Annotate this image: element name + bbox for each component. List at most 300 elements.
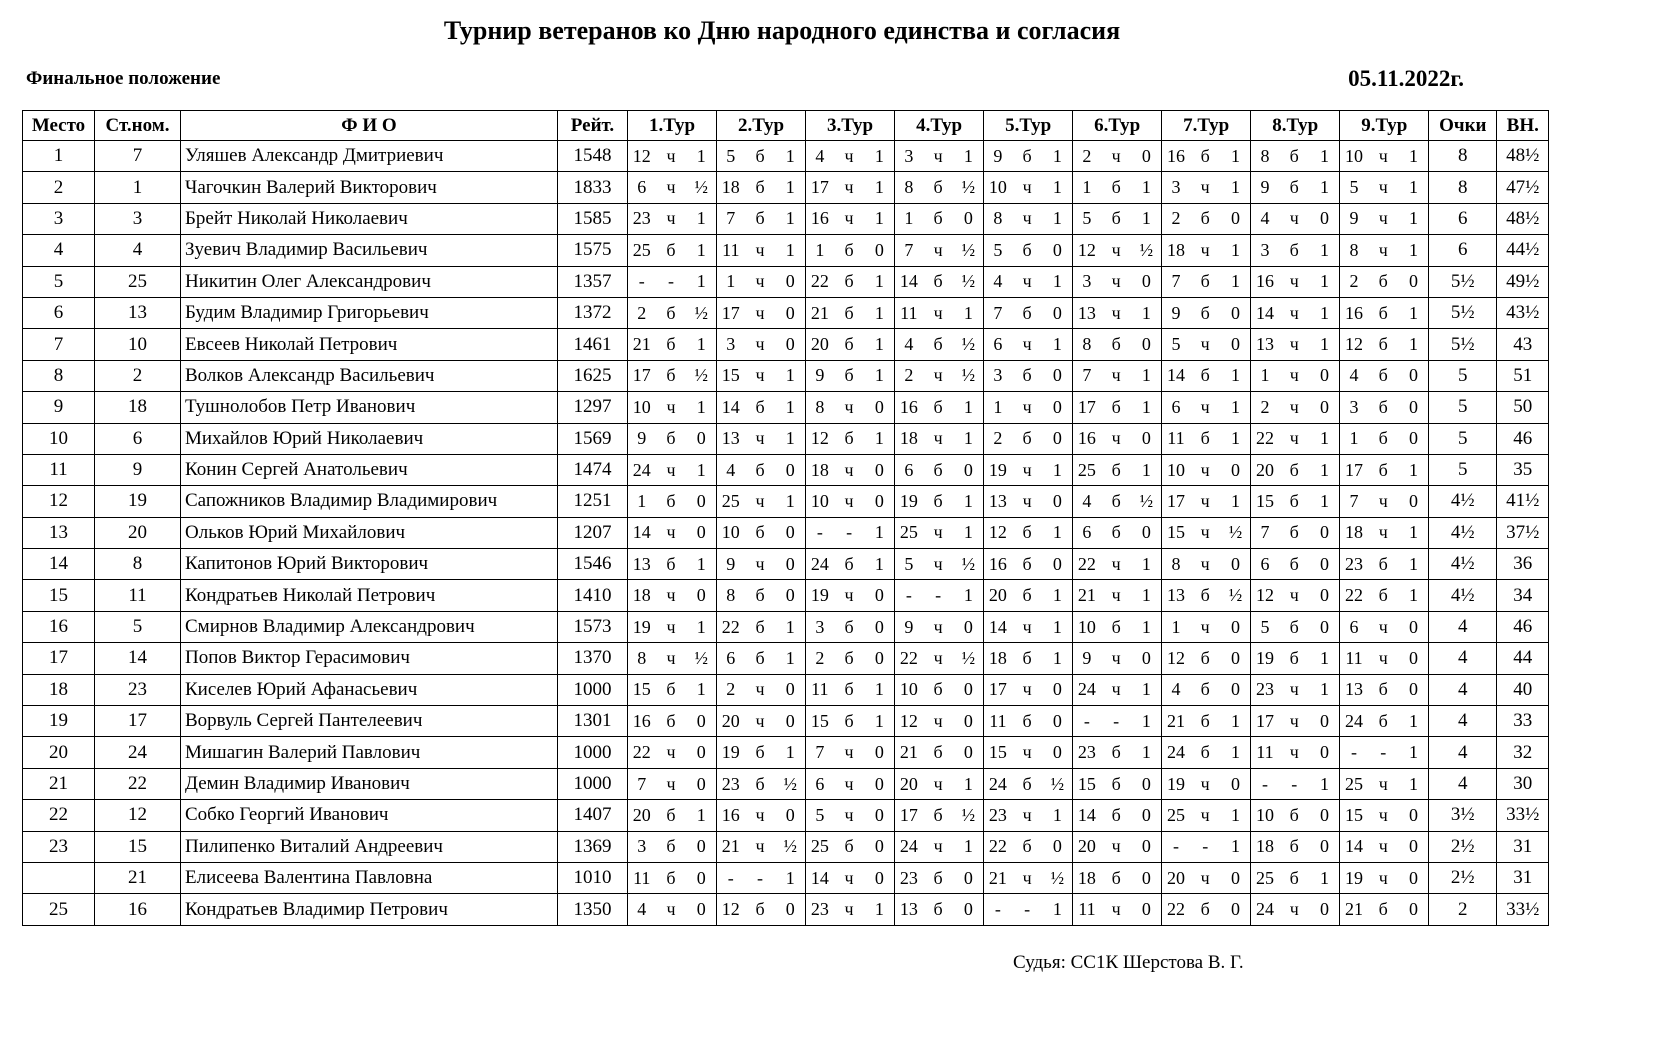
- round-result-cell: 1: [865, 141, 895, 172]
- round-result-cell: 0: [1310, 549, 1340, 580]
- round-opponent-cell: 14: [1340, 831, 1368, 862]
- round-opponent-cell: 20: [1162, 862, 1190, 893]
- player-name-cell: Сапожников Владимир Владимирович: [181, 486, 558, 517]
- round-color-cell: б: [656, 862, 687, 893]
- start-number-cell: 23: [95, 674, 181, 705]
- round-result-cell: 0: [1043, 360, 1073, 391]
- round-opponent-cell: 9: [628, 423, 656, 454]
- round-opponent-cell: 11: [1073, 894, 1101, 925]
- round-result-cell: ½: [954, 643, 984, 674]
- round-result-cell: 0: [1043, 235, 1073, 266]
- round-result-cell: 0: [865, 862, 895, 893]
- round-opponent-cell: 14: [717, 392, 745, 423]
- round-opponent-cell: 4: [806, 141, 834, 172]
- round-result-cell: 0: [1221, 894, 1251, 925]
- round-opponent-cell: 6: [806, 768, 834, 799]
- round-result-cell: ½: [954, 235, 984, 266]
- round-color-cell: б: [834, 297, 865, 328]
- round-color-cell: ч: [1279, 737, 1310, 768]
- round-color-cell: б: [1012, 517, 1043, 548]
- subtitle: Финальное положение: [26, 68, 221, 89]
- round-result-cell: 1: [776, 360, 806, 391]
- round-color-cell: ч: [923, 643, 954, 674]
- round-color-cell: ч: [834, 392, 865, 423]
- rating-cell: 1370: [558, 643, 628, 674]
- round-result-cell: 1: [1399, 297, 1429, 328]
- round-result-cell: ½: [1132, 486, 1162, 517]
- round-color-cell: б: [1190, 894, 1221, 925]
- round-opponent-cell: 1: [717, 266, 745, 297]
- start-number-cell: 25: [95, 266, 181, 297]
- round-opponent-cell: 25: [806, 831, 834, 862]
- round-color-cell: ч: [1279, 423, 1310, 454]
- round-color-cell: б: [1190, 643, 1221, 674]
- round-opponent-cell: 3: [1162, 172, 1190, 203]
- round-opponent-cell: 5: [984, 235, 1012, 266]
- round-opponent-cell: 20: [717, 706, 745, 737]
- round-result-cell: 0: [1043, 423, 1073, 454]
- round-color-cell: -: [745, 862, 776, 893]
- round-result-cell: 1: [687, 329, 717, 360]
- round-color-cell: ч: [1190, 549, 1221, 580]
- round-opponent-cell: 9: [806, 360, 834, 391]
- round-color-cell: б: [1279, 831, 1310, 862]
- round-opponent-cell: 13: [1340, 674, 1368, 705]
- round-color-cell: б: [745, 203, 776, 234]
- round-color-cell: ч: [1190, 517, 1221, 548]
- round-color-cell: б: [1012, 141, 1043, 172]
- round-color-cell: ч: [1012, 862, 1043, 893]
- round-opponent-cell: 15: [1251, 486, 1279, 517]
- round-result-cell: 1: [1399, 329, 1429, 360]
- round-opponent-cell: 24: [1340, 706, 1368, 737]
- round-result-cell: 1: [1043, 517, 1073, 548]
- player-name-cell: Ольков Юрий Михайлович: [181, 517, 558, 548]
- round-result-cell: 0: [1399, 360, 1429, 391]
- round-result-cell: 0: [1310, 360, 1340, 391]
- round-opponent-cell: 10: [628, 392, 656, 423]
- round-color-cell: б: [1279, 611, 1310, 642]
- round-opponent-cell: 16: [628, 706, 656, 737]
- round-result-cell: 0: [776, 517, 806, 548]
- round-result-cell: 0: [1043, 831, 1073, 862]
- round-color-cell: б: [1279, 643, 1310, 674]
- round-result-cell: 0: [954, 454, 984, 485]
- player-name-cell: Киселев Юрий Афанасьевич: [181, 674, 558, 705]
- points-cell: 4: [1429, 611, 1497, 642]
- round-result-cell: 1: [1221, 266, 1251, 297]
- round-result-cell: 0: [776, 894, 806, 925]
- round-color-cell: ч: [1101, 141, 1132, 172]
- round-color-cell: ч: [656, 611, 687, 642]
- round-opponent-cell: 13: [717, 423, 745, 454]
- round-color-cell: ч: [834, 580, 865, 611]
- round-result-cell: 0: [1310, 517, 1340, 548]
- points-cell: 3½: [1429, 800, 1497, 831]
- round-result-cell: ½: [954, 549, 984, 580]
- round-color-cell: ч: [1368, 517, 1399, 548]
- round-color-cell: ч: [1012, 329, 1043, 360]
- round-result-cell: 0: [776, 549, 806, 580]
- rating-cell: 1372: [558, 297, 628, 328]
- round-opponent-cell: 18: [717, 172, 745, 203]
- round-result-cell: 1: [1043, 266, 1073, 297]
- round-opponent-cell: 24: [1073, 674, 1101, 705]
- round-opponent-cell: 22: [1251, 423, 1279, 454]
- round-opponent-cell: 16: [984, 549, 1012, 580]
- header-round-3: 3.Тур: [806, 111, 895, 141]
- round-result-cell: 1: [1399, 172, 1429, 203]
- place-cell: 5: [23, 266, 95, 297]
- round-opponent-cell: 3: [1340, 392, 1368, 423]
- round-color-cell: ч: [1190, 235, 1221, 266]
- round-result-cell: 0: [1310, 580, 1340, 611]
- round-result-cell: 1: [1132, 706, 1162, 737]
- round-opponent-cell: 25: [717, 486, 745, 517]
- round-color-cell: б: [1012, 549, 1043, 580]
- round-color-cell: б: [1101, 203, 1132, 234]
- round-opponent-cell: 5: [717, 141, 745, 172]
- place-cell: 10: [23, 423, 95, 454]
- round-opponent-cell: 12: [1073, 235, 1101, 266]
- round-result-cell: 0: [1221, 674, 1251, 705]
- round-result-cell: 1: [776, 486, 806, 517]
- round-opponent-cell: 4: [1073, 486, 1101, 517]
- player-name-cell: Никитин Олег Александрович: [181, 266, 558, 297]
- points-cell: 2½: [1429, 831, 1497, 862]
- round-opponent-cell: 19: [984, 454, 1012, 485]
- round-color-cell: б: [1368, 392, 1399, 423]
- round-color-cell: ч: [1190, 392, 1221, 423]
- round-color-cell: б: [745, 643, 776, 674]
- round-result-cell: 1: [1310, 862, 1340, 893]
- round-color-cell: б: [1190, 674, 1221, 705]
- round-opponent-cell: 24: [895, 831, 923, 862]
- round-opponent-cell: 18: [895, 423, 923, 454]
- round-opponent-cell: 19: [1340, 862, 1368, 893]
- round-color-cell: ч: [1012, 454, 1043, 485]
- round-opponent-cell: 4: [717, 454, 745, 485]
- rating-cell: 1000: [558, 737, 628, 768]
- tiebreak-cell: 46: [1497, 611, 1549, 642]
- round-color-cell: ч: [1190, 486, 1221, 517]
- round-result-cell: 0: [865, 235, 895, 266]
- round-opponent-cell: 12: [1251, 580, 1279, 611]
- round-opponent-cell: 3: [806, 611, 834, 642]
- round-color-cell: б: [923, 266, 954, 297]
- round-opponent-cell: 8: [717, 580, 745, 611]
- round-opponent-cell: 1: [984, 392, 1012, 423]
- tiebreak-cell: 31: [1497, 862, 1549, 893]
- round-opponent-cell: 6: [1073, 517, 1101, 548]
- round-opponent-cell: 18: [628, 580, 656, 611]
- round-result-cell: 0: [1043, 674, 1073, 705]
- round-result-cell: 0: [865, 737, 895, 768]
- round-opponent-cell: 13: [628, 549, 656, 580]
- round-opponent-cell: 11: [984, 706, 1012, 737]
- round-color-cell: б: [1101, 329, 1132, 360]
- round-opponent-cell: 3: [984, 360, 1012, 391]
- round-result-cell: 1: [1310, 172, 1340, 203]
- round-color-cell: б: [1368, 454, 1399, 485]
- round-result-cell: 1: [865, 706, 895, 737]
- round-result-cell: 0: [865, 831, 895, 862]
- tiebreak-cell: 35: [1497, 454, 1549, 485]
- round-result-cell: 0: [1399, 674, 1429, 705]
- round-opponent-cell: 23: [806, 894, 834, 925]
- round-color-cell: б: [1101, 737, 1132, 768]
- round-opponent-cell: 5: [1073, 203, 1101, 234]
- round-opponent-cell: 16: [806, 203, 834, 234]
- tiebreak-cell: 48½: [1497, 203, 1549, 234]
- round-result-cell: 0: [1132, 643, 1162, 674]
- round-color-cell: б: [656, 549, 687, 580]
- round-result-cell: 1: [1043, 643, 1073, 674]
- round-opponent-cell: -: [1340, 737, 1368, 768]
- round-color-cell: б: [656, 800, 687, 831]
- round-color-cell: б: [834, 423, 865, 454]
- round-result-cell: 1: [1310, 235, 1340, 266]
- place-cell: 2: [23, 172, 95, 203]
- start-number-cell: 17: [95, 706, 181, 737]
- start-number-cell: 11: [95, 580, 181, 611]
- rating-cell: 1369: [558, 831, 628, 862]
- round-result-cell: 1: [776, 141, 806, 172]
- round-result-cell: 0: [1221, 297, 1251, 328]
- round-result-cell: 0: [1221, 643, 1251, 674]
- round-opponent-cell: 11: [895, 297, 923, 328]
- round-result-cell: 1: [1132, 360, 1162, 391]
- round-color-cell: б: [1279, 517, 1310, 548]
- round-color-cell: б: [1190, 297, 1221, 328]
- round-opponent-cell: 14: [984, 611, 1012, 642]
- rating-cell: 1000: [558, 674, 628, 705]
- round-opponent-cell: 12: [895, 706, 923, 737]
- player-name-cell: Брейт Николай Николаевич: [181, 203, 558, 234]
- round-opponent-cell: 13: [1251, 329, 1279, 360]
- round-color-cell: ч: [1101, 580, 1132, 611]
- round-result-cell: 1: [1310, 297, 1340, 328]
- round-color-cell: б: [656, 329, 687, 360]
- round-color-cell: ч: [1368, 831, 1399, 862]
- round-result-cell: 1: [1399, 549, 1429, 580]
- round-opponent-cell: 5: [1340, 172, 1368, 203]
- round-result-cell: 1: [865, 203, 895, 234]
- round-color-cell: -: [1012, 894, 1043, 925]
- round-result-cell: 1: [1310, 643, 1340, 674]
- place-cell: 9: [23, 392, 95, 423]
- round-opponent-cell: 17: [628, 360, 656, 391]
- round-result-cell: 0: [954, 862, 984, 893]
- round-color-cell: б: [834, 235, 865, 266]
- table-row: [23, 674, 1549, 705]
- round-opponent-cell: 17: [984, 674, 1012, 705]
- start-number-cell: 9: [95, 454, 181, 485]
- round-result-cell: 1: [1132, 172, 1162, 203]
- place-cell: 20: [23, 737, 95, 768]
- round-color-cell: ч: [923, 297, 954, 328]
- round-color-cell: б: [1012, 706, 1043, 737]
- tiebreak-cell: 50: [1497, 392, 1549, 423]
- round-opponent-cell: 18: [1073, 862, 1101, 893]
- header-round-5: 5.Тур: [984, 111, 1073, 141]
- round-opponent-cell: 6: [984, 329, 1012, 360]
- rating-cell: 1207: [558, 517, 628, 548]
- round-opponent-cell: 2: [628, 297, 656, 328]
- round-color-cell: ч: [1190, 329, 1221, 360]
- round-result-cell: 0: [954, 737, 984, 768]
- place-cell: 19: [23, 706, 95, 737]
- round-opponent-cell: 1: [1340, 423, 1368, 454]
- tiebreak-cell: 47½: [1497, 172, 1549, 203]
- round-color-cell: ч: [834, 862, 865, 893]
- round-color-cell: ч: [834, 737, 865, 768]
- round-result-cell: 1: [1310, 768, 1340, 799]
- table-row: [23, 611, 1549, 642]
- round-color-cell: ч: [1368, 235, 1399, 266]
- round-color-cell: ч: [1279, 580, 1310, 611]
- round-result-cell: 1: [1310, 423, 1340, 454]
- round-color-cell: б: [1368, 360, 1399, 391]
- round-color-cell: б: [1101, 768, 1132, 799]
- round-opponent-cell: 25: [1251, 862, 1279, 893]
- round-color-cell: ч: [745, 266, 776, 297]
- header-rating: Рейт.: [558, 111, 628, 141]
- round-result-cell: 0: [1221, 454, 1251, 485]
- round-opponent-cell: 18: [1340, 517, 1368, 548]
- place-cell: 8: [23, 360, 95, 391]
- round-opponent-cell: 11: [1162, 423, 1190, 454]
- round-opponent-cell: 22: [628, 737, 656, 768]
- round-color-cell: ч: [745, 297, 776, 328]
- round-result-cell: 1: [1310, 141, 1340, 172]
- round-opponent-cell: 5: [895, 549, 923, 580]
- table-row: [23, 392, 1549, 423]
- round-opponent-cell: 9: [1340, 203, 1368, 234]
- round-color-cell: б: [923, 203, 954, 234]
- judge-signature: Судья: СС1К Шерстова В. Г.: [1013, 952, 1244, 973]
- round-result-cell: 1: [1399, 454, 1429, 485]
- round-color-cell: б: [923, 329, 954, 360]
- round-result-cell: ½: [1043, 862, 1073, 893]
- round-color-cell: б: [1279, 549, 1310, 580]
- player-name-cell: Конин Сергей Анатольевич: [181, 454, 558, 485]
- place-cell: 12: [23, 486, 95, 517]
- round-opponent-cell: 12: [1340, 329, 1368, 360]
- round-opponent-cell: 15: [1162, 517, 1190, 548]
- round-opponent-cell: 15: [1340, 800, 1368, 831]
- round-result-cell: 0: [776, 800, 806, 831]
- results-table: [22, 110, 1549, 926]
- round-result-cell: 0: [865, 454, 895, 485]
- round-result-cell: 1: [1043, 611, 1073, 642]
- round-result-cell: 0: [776, 580, 806, 611]
- round-result-cell: 1: [865, 549, 895, 580]
- round-result-cell: 1: [1043, 329, 1073, 360]
- round-opponent-cell: 5: [806, 800, 834, 831]
- round-result-cell: 1: [1399, 737, 1429, 768]
- round-opponent-cell: -: [895, 580, 923, 611]
- round-color-cell: ч: [1012, 266, 1043, 297]
- start-number-cell: 18: [95, 392, 181, 423]
- round-color-cell: ч: [1279, 706, 1310, 737]
- tiebreak-cell: 32: [1497, 737, 1549, 768]
- round-color-cell: ч: [656, 392, 687, 423]
- round-opponent-cell: 2: [1251, 392, 1279, 423]
- round-result-cell: 0: [1399, 643, 1429, 674]
- round-result-cell: 0: [1132, 894, 1162, 925]
- round-result-cell: 1: [865, 674, 895, 705]
- round-result-cell: 0: [1132, 768, 1162, 799]
- start-number-cell: 15: [95, 831, 181, 862]
- points-cell: 2½: [1429, 862, 1497, 893]
- round-color-cell: ч: [1279, 360, 1310, 391]
- round-result-cell: ½: [954, 329, 984, 360]
- round-opponent-cell: 9: [1162, 297, 1190, 328]
- round-result-cell: 1: [865, 423, 895, 454]
- round-opponent-cell: 25: [1162, 800, 1190, 831]
- round-opponent-cell: 8: [984, 203, 1012, 234]
- round-result-cell: ½: [687, 360, 717, 391]
- tiebreak-cell: 33½: [1497, 894, 1549, 925]
- round-opponent-cell: 7: [1162, 266, 1190, 297]
- round-opponent-cell: 9: [984, 141, 1012, 172]
- round-color-cell: ч: [923, 423, 954, 454]
- round-opponent-cell: 12: [984, 517, 1012, 548]
- round-result-cell: 0: [687, 580, 717, 611]
- round-result-cell: 0: [1043, 297, 1073, 328]
- round-result-cell: 0: [1399, 266, 1429, 297]
- rating-cell: 1833: [558, 172, 628, 203]
- round-color-cell: б: [1101, 862, 1132, 893]
- round-color-cell: ч: [1101, 831, 1132, 862]
- header-round-1: 1.Тур: [628, 111, 717, 141]
- round-opponent-cell: 19: [806, 580, 834, 611]
- round-result-cell: 0: [687, 486, 717, 517]
- rating-cell: 1407: [558, 800, 628, 831]
- start-number-cell: 3: [95, 203, 181, 234]
- tiebreak-cell: 37½: [1497, 517, 1549, 548]
- round-opponent-cell: 14: [1073, 800, 1101, 831]
- round-color-cell: б: [745, 172, 776, 203]
- round-color-cell: б: [923, 862, 954, 893]
- round-color-cell: ч: [745, 423, 776, 454]
- table-row: [23, 862, 1549, 893]
- round-opponent-cell: 4: [628, 894, 656, 925]
- round-opponent-cell: 17: [895, 800, 923, 831]
- round-opponent-cell: 22: [1073, 549, 1101, 580]
- round-color-cell: б: [656, 360, 687, 391]
- header-round-6: 6.Тур: [1073, 111, 1162, 141]
- rating-cell: 1461: [558, 329, 628, 360]
- round-result-cell: 1: [1043, 454, 1073, 485]
- round-result-cell: 0: [687, 706, 717, 737]
- round-color-cell: б: [1101, 611, 1132, 642]
- round-opponent-cell: 4: [1251, 203, 1279, 234]
- round-opponent-cell: 19: [628, 611, 656, 642]
- round-result-cell: 0: [865, 486, 895, 517]
- round-opponent-cell: -: [1073, 706, 1101, 737]
- rating-cell: 1548: [558, 141, 628, 172]
- place-cell: 15: [23, 580, 95, 611]
- round-result-cell: 1: [1399, 235, 1429, 266]
- round-result-cell: ½: [954, 360, 984, 391]
- round-opponent-cell: 9: [1073, 643, 1101, 674]
- round-result-cell: 1: [776, 737, 806, 768]
- round-result-cell: 1: [954, 580, 984, 611]
- round-color-cell: б: [1012, 768, 1043, 799]
- points-cell: 5½: [1429, 266, 1497, 297]
